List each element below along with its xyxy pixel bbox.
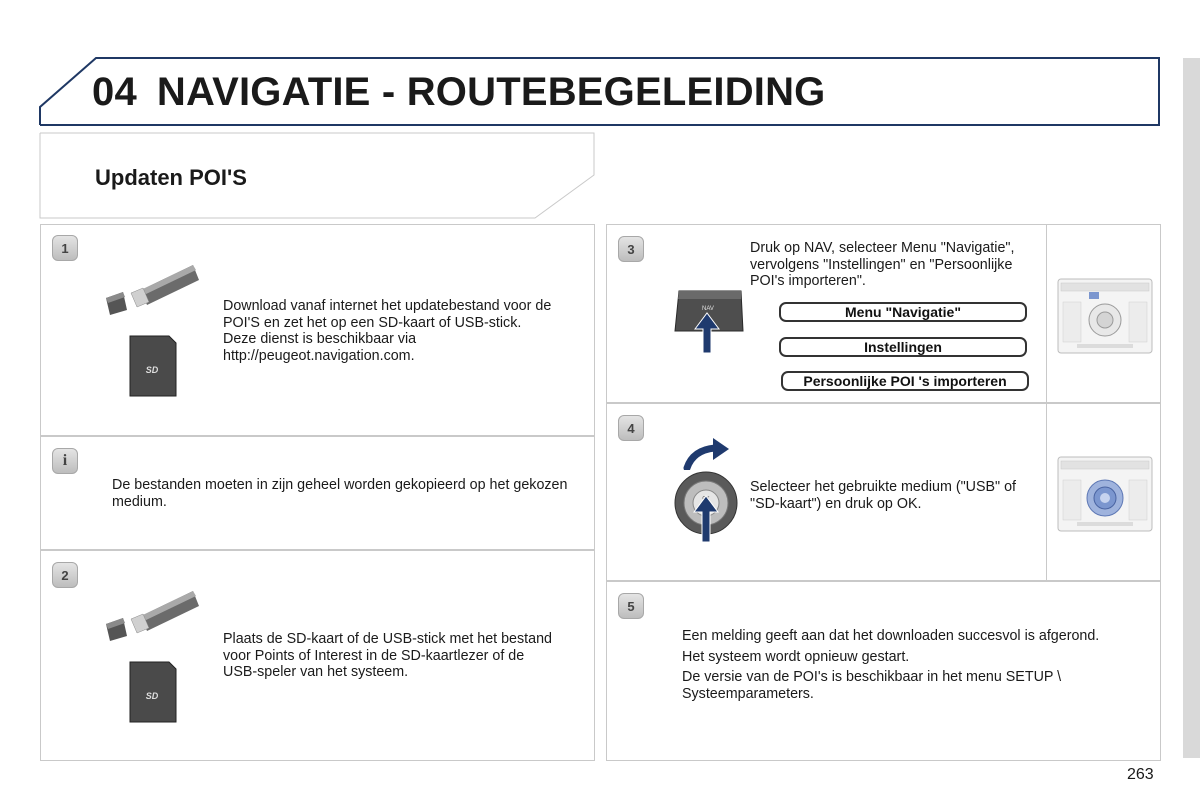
step4-badge: 4: [618, 415, 644, 441]
step5-line: De versie van de POI's is beschikbaar in het menu SETUP \ Systeemparameters.: [682, 669, 1062, 702]
step2-text: Plaats de SD-kaart of de USB-stick met het bestand voor Points of Interest in de SD-kaartlezer of de USB-speler van het systeem.: [223, 631, 552, 680]
sd-logo-text: SD: [145, 691, 159, 701]
step5-badge: 5: [618, 593, 644, 619]
step2-box: [40, 550, 595, 761]
persoonlijke-poi-importeren-button[interactable]: Persoonlijke POI 's importeren: [781, 371, 1029, 391]
info-box: [40, 436, 595, 550]
section-title: Updaten POI'S: [95, 165, 247, 190]
page-number: 263: [1127, 766, 1154, 783]
chapter-title: [92, 70, 826, 115]
step1-box: [40, 224, 595, 436]
menu-navigatie-button[interactable]: Menu "Navigatie": [779, 302, 1027, 322]
step3-text: Druk op NAV, selecteer Menu "Navigatie", vervolgens "Instellingen" en "Persoonlijke POI's importeren".: [750, 240, 1015, 289]
panel-divider: [1046, 225, 1047, 402]
nav-button-icon: [669, 283, 749, 357]
chapter-title-text: NAVIGATIE - ROUTEBEGELEIDING: [156, 70, 826, 114]
sd-logo-text: SD: [145, 365, 159, 375]
rotate-arrow-icon: [683, 438, 731, 470]
step5-text: [682, 628, 1102, 702]
step3-badge: 3: [618, 236, 644, 262]
info-text: De bestanden moeten in zijn geheel worden gekopieerd op het gekozen medium.: [112, 477, 568, 510]
step3-box: [606, 224, 1161, 403]
ok-dial-icon: [673, 470, 739, 546]
nav-button-label: NAV: [702, 306, 714, 312]
chapter-number: 04: [92, 70, 137, 114]
section-title-frame: [0, 125, 600, 225]
step5-line: Een melding geeft aan dat het downloaden succesvol is afgerond.: [682, 628, 1100, 644]
usb-stick-icon: [101, 260, 206, 320]
step4-text: Selecteer het gebruikte medium ("USB" of "SD-kaart") en druk op OK.: [750, 479, 1017, 512]
info-icon: i: [52, 448, 78, 474]
step5-box: [606, 581, 1161, 761]
radio-panel-dial-icon: [1057, 456, 1153, 532]
panel-divider: [1046, 404, 1047, 580]
step4-box: [606, 403, 1161, 581]
step1-text: Download vanaf internet het updatebestand voor de POI'S en zet het op een SD-kaart of USB-stick. Deze dienst is beschikbaar via http://peugeot.navigation.com.: [223, 298, 552, 364]
sd-card-icon: [129, 661, 177, 723]
step2-badge: 2: [52, 562, 78, 588]
instellingen-button[interactable]: Instellingen: [779, 337, 1027, 357]
usb-stick-icon: [101, 586, 206, 646]
step5-line: Het systeem wordt opnieuw gestart.: [682, 648, 910, 665]
radio-panel-nav-icon: [1057, 278, 1153, 354]
step1-badge: 1: [52, 235, 78, 261]
page-edge-strip: [1183, 58, 1200, 758]
sd-card-icon: [129, 335, 177, 397]
